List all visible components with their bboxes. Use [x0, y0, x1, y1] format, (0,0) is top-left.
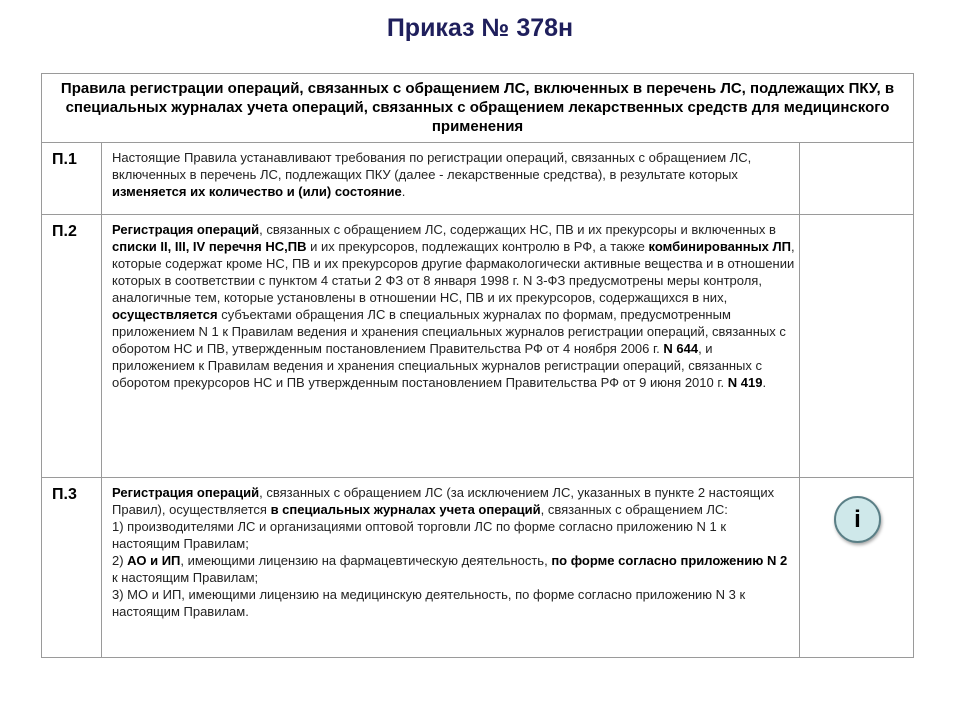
row-side-p3 — [800, 478, 914, 658]
row-text-fragment: Настоящие Правила устанавливают требования по регистрации операций, связанных с обращением ЛС, включенных в перечень ЛС, подлежащих ПКУ (далее - лекарственные средства), в результате которых — [112, 150, 752, 182]
emphasis-text: Регистрация операций — [112, 485, 260, 500]
row-text-fragment: 1) производителями ЛС и организациями оптовой торговли ЛС по форме согласно приложению N 1 к настоящим Правилам; — [112, 519, 727, 551]
row-label-p2: П.2 — [42, 215, 102, 478]
row-text-fragment: к настоящим Правилам; — [112, 570, 259, 585]
table-header-row — [42, 74, 914, 143]
table-row-p3 — [42, 478, 914, 658]
row-text-fragment: субъектами обращения ЛС в специальных журналах по формам, предусмотренным приложением N 1 к Правилам ведения и хранения специальных журналов регистрации операций, связанных с оборотом НС и ПВ, утвержденным постановлением Правительства РФ от 4 ноября 2006 г. — [112, 307, 786, 356]
emphasis-text: по форме согласно приложению N 2 — [551, 553, 788, 568]
emphasis-text: N 644 — [663, 341, 699, 356]
row-text-fragment: 3) МО и ИП, имеющими лицензию на медицинскую деятельность, по форме согласно приложению N 3 к настоящим Правилам. — [112, 587, 746, 619]
row-text-fragment: , связанных с обращением ЛС, содержащих НС, ПВ и их прекурсоры и включенных в — [259, 222, 776, 237]
emphasis-text: АО и ИП — [127, 553, 181, 568]
row-text-fragment: , связанных с обращением ЛС: — [540, 502, 728, 517]
row-text-fragment: , имеющими лицензию на фармацевтическую деятельность, — [180, 553, 552, 568]
row-text-fragment: . — [401, 184, 406, 199]
emphasis-text: списки II, III, IV перечня НС,ПВ — [112, 239, 307, 254]
info-button[interactable]: i — [834, 496, 881, 543]
emphasis-text: Регистрация операций — [112, 222, 260, 237]
rules-table — [41, 73, 914, 658]
row-side-p2 — [800, 215, 914, 478]
emphasis-text: изменяется их количество и (или) состояние — [112, 184, 402, 199]
emphasis-text: N 419 — [727, 375, 763, 390]
emphasis-text: комбинированных ЛП — [648, 239, 791, 254]
row-text-p2 — [102, 215, 800, 478]
table-row-p2 — [42, 215, 914, 478]
row-text-p1 — [102, 143, 800, 215]
row-label-p3: П.3 — [42, 478, 102, 658]
row-side-p1 — [800, 143, 914, 215]
row-text-fragment: и их прекурсоров, подлежащих контролю в РФ, а также — [306, 239, 649, 254]
row-text-fragment: 2) — [112, 553, 128, 568]
emphasis-text: в специальных журналах учета операций — [270, 502, 541, 517]
row-text-fragment: , и приложением к Правилам ведения и хранения специальных журналов регистрации операций, связанных с оборотом прекурсоров НС и ПВ утвержденным постановлением Правительства РФ от 9 июня 2010 г. — [112, 341, 763, 390]
row-text-fragment: , связанных с обращением ЛС (за исключением ЛС, указанных в пункте 2 настоящих Правил), осуществляется — [112, 485, 775, 517]
row-text-fragment: , которые содержат кроме НС, ПВ и их прекурсоров другие фармакологически активные вещества и в отношении которых в соответствии с пунктом 4 статьи 2 ФЗ от 8 января 1998 г. N 3-ФЗ предусмотрены меры контроля, аналогичные тем, которые установлены в отношении НС, ПВ и их прекурсоров, содержащихся в них, — [112, 239, 795, 305]
table-row-p1 — [42, 143, 914, 215]
row-text-fragment: . — [762, 375, 767, 390]
page-title: Приказ № 378н — [386, 14, 574, 42]
row-label-p1: П.1 — [42, 143, 102, 215]
emphasis-text: осуществляется — [112, 307, 218, 322]
row-text-p3 — [102, 478, 800, 658]
table-header: Правила регистрации операций, связанных с обращением ЛС, включенных в перечень ЛС, подлежащих ПКУ, в специальных журналах учета операций, связанных с обращением лекарственных средств для медицинского применения — [42, 74, 914, 143]
